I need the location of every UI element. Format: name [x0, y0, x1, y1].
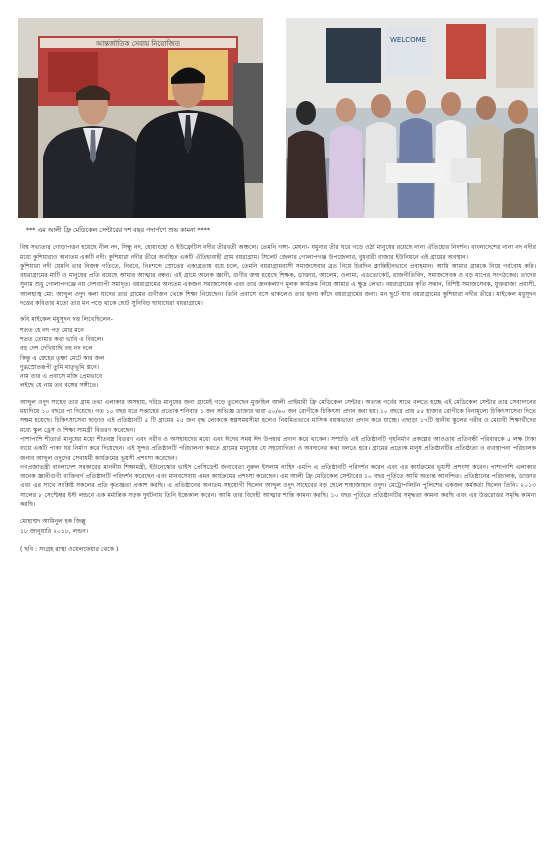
- photo-two-men-in-suits: [18, 18, 263, 218]
- poem-line: নাম তার এ প্রবাসে মজি প্রেমভাবে: [20, 373, 103, 381]
- poem-line: বহু দেশ দেখিয়াছি বহু নদ দলে: [20, 345, 93, 353]
- poem: [20, 326, 536, 391]
- banner-text: আন্তর্জাতিক সেবায় নিয়োজিত: [95, 40, 181, 48]
- date-place: ১৮ জানুয়ারি ২০১৮, লন্ডন।: [20, 527, 89, 535]
- poem-line: শতত হে নদ পড় মোর মনে: [20, 326, 84, 334]
- paragraph-medical-center: আব্দুল ওদুদ সাহেব তার গ্রাম তথা এলাকার অসহায়, দরিদ্র মানুষের জন্য গ্রামেই গড়ে তুলেছেন মুক্তহিল আলী প্রাইমারী ফ্রি মেডিকেল সেন্টার। অত্যন্ত গর্বের সাথে বলতে হচ্ছে এই মেডিকেল সেন্টার তার সেবাদানের মধ্যদিয়ে ১০ বছরে পা দিয়েছে। গত ১০ বছর ধরে সপ্তাহের প্রত্যেক শনিবার ১ জন অভিজ্ঞ ডাক্তার দ্বারা ৫০/৬০ জন রোগীকে চিকিৎসা প্রদান করা হয়। ১০ বছরে প্রায় ৫৫ হাজার রোগীকে বিনামূল্যে চিকিৎসাসেবা দিতে সক্ষম হয়েছে। চিকিৎসাসেবা ছাড়াও এই প্রতিষ্ঠানটি ৫ টি গ্রামের ২৫ জন বৃদ্ধ লোককে স্বল্পসময়সীমা হলেও নিয়মিতভাবে মাসিক বয়স্কভাতা প্রদান করে যাচ্ছে। এছাড়া ১৭টি স্থানীয় স্কুলের গরীব ও মেধাবী শিক্ষার্থীদের মধ্যে স্কুল ড্রেস ও শিক্ষা সামগ্রী বিতরণ করেছেন।: [20, 398, 536, 434]
- photo-row: [18, 18, 538, 218]
- author-name: মোহাম্মদ আমিনুল হক জিল্লু: [20, 518, 86, 526]
- photo-medical-camp-crowd: [286, 18, 538, 218]
- poem-line: শতত তোমার কথা ভাবি এ বিরলে।: [20, 335, 104, 343]
- article-heading: *** এম আলী ফ্রি মেডিকেল সেন্টারের দশ বছর পদার্পণে শুভ কামনা ****: [26, 227, 210, 234]
- poem-line: কিন্তু এ স্নেহের তৃষ্ণা মেটে কার জল: [20, 354, 105, 362]
- poem-intro: কবি মাইকেল মধুসূদন দত্ত লিখেছিলেন-: [20, 316, 113, 324]
- poem-line: লইছে যে নাম তব বঙ্গের সঙ্গীতে।: [20, 382, 99, 390]
- paragraph-intro: বিশ্ব সভ্যতার গোড়াপত্তন হয়েছে নীল নদ, সিন্ধু নদ, হোয়াংহো ও ইউফ্রেটিস নদীর তীরবর্তী অঞ্চলে। তেমনি গঙ্গা- মেঘনা- যমুনার তীর ঘরে গড়ে ওঠা মানুষের রয়েছে নানা ঐতিহ্যের নিদর্শন। বাংলাদেশের নানা নদ নদীর মধ্যে কুশিয়ারাও অন্যতম একটি নদী। কুশিয়ারা নদীর তীরে অবস্থিত একটি ঐতিহ্যবাহী গ্রাম বয়রাগ্রাম। সিলেট জেলার গোলাপগঞ্জ উপজেলার, বুধবারী বাজার ইউনিয়নে এই গ্রামের অবস্থান।: [20, 244, 536, 261]
- paragraph-village: কুশিয়ারা নদী যেমনি তার নিজস্ব গতিতে, নিরবে, নিঃশব্দে স্রোতের একাগ্রতায় বয়ে চলে, তেমনি বয়রাগ্রামবাসী সমাজসেবার ব্রত নিয়ে চিরদিন ক্লান্তিহীনভাবে প্রবাহমান। আমি আমার গ্রামকে নিয়ে গর্ববোধ করি। বয়রাগ্রামের মাটি ও মানুষের প্রতি রয়েছে আমার আত্মার বন্ধন। এই গ্রামে অনেক জ্ঞানী, গুণীর জন্ম হয়েছে শিক্ষক, ডাক্তার, আলেম, ওলামা, এডভোকেট, রাজনীতিবিদ, সমাজসেবক ও বড় মাপের সংগঠকের। তাদের সুনাম শুধু গোলাপগঞ্জে নয় দেশব্যাপী সমাদৃত। বয়রাগ্রামের অন্যতম একজন সমাজসেবক এবং তার জনকল্যাণ মূলক কার্যক্রম নিয়ে আমার এ ক্ষুদ্র লেখা। বয়রাগ্রামের কৃতি সন্তান, বিশিষ্ট সমাজসেবক, যুক্তরাজ্য প্রবাসী, আলহাজ্ব মো: আব্দুল ওদুদ কলা যাদের তার গ্রামের গুণীজন থেকে শিক্ষা নিয়েছেন। তিনি প্রবাসে বসে থাকলেও তার হৃদয় কাঁদে বয়রাগ্রামের জন্য। মন ছুটে যায় বয়রাগ্রামের কুশিয়ারা নদীর তীরে। মাইকেল মধুসূদন দত্তের কবিতার মতো তার মন পড়ে থাকে ছোট সুনিবিড় ছায়াঘেরা বয়রাগ্রামে।: [20, 262, 536, 308]
- poem-line: দুগ্ধস্রোতরূপী তুমি মাতৃভূমি স্তনে।: [20, 363, 100, 371]
- paragraph-activities: পাশাপাশি শীতার্ত মানুষের মধ্যে শীতবস্ত্র বিতরণ এবং গরীব ও অসহায়দের মধ্যে এবং ঈদের সময় ঈদ উপহার প্রদান করে থাকেন। সম্প্রতি এই প্রতিষ্ঠানটি গৃহনির্মাণ প্রকল্পের আওতায় প্রতিবন্ধী পরিবারকে ৫ লক্ষ টাকা ব্যয়ে একটি পাকা ঘর নির্মাণ করে দিয়েছেন। এই সুন্দর প্রতিষ্ঠানটি পরিচালনা করতে গ্রামের মানুষের যে সহযোগিতা ও অবদানের কথা বলতে হবে। গ্রামের প্রত্যেক মানুষ প্রতিষ্ঠানটির প্রতিষ্ঠাতা ও ব্যবস্থাপনা পরিচালক জনাব আব্দুল ওদুদের সেবাধর্মী কার্যক্রমের ভূয়সী প্রশংসা করেছেন।: [20, 435, 536, 462]
- welcome-sign-text: WELCOME: [389, 36, 427, 44]
- paragraph-closing: গণপ্রজাতন্ত্রী বাংলাদেশ সরকারের মাননীয় শিক্ষামন্ত্রী, ইউনেস্কোর ভাইস প্রেসিডেন্ট জনাবেতা নুরুল ইসলাম নাহিদ এমপি এ প্রতিষ্ঠানটি পরিদর্শন করেন এবং এর কার্যক্রমের ভূয়সী প্রশংসা করেন। পাশাপাশি এলাকার অনেক জ্ঞানীগুণী ব্যক্তিবর্গ প্রতিষ্ঠানটি পরিদর্শন করেছেন এবং মানবসেবায় এমন কার্যক্রমের প্রশংসা করেছেন। এম আলী ফ্রি মেডিকেল সেন্টারের ১০ বছর পূর্তিতে আমি অত্যন্ত আনন্দিত। প্রতিষ্ঠানের পরিচালক, ডাক্তার এবং এর সাথে সংশ্লিষ্ট সকলের প্রতি কৃতজ্ঞতা প্রকাশ করছি। এ প্রতিষ্ঠানের অন্যতম সহযোগী ছিলেন আব্দুল ওদুদ সাহেবের বড় ছেলে শাহাজাহান ওদুদ। মেট্রোপলিটন পুলিশের একজন কর্মকর্তা ছিলেন তিনি। ২০১৩ সালের ৮ সেপ্টেম্বর ইস্ট লন্ডনে এক মর্মান্তিক সড়ক দুর্ঘটনায় তিনি ইন্তেকাল করেন। আমি তার বিদেহী আত্মার শান্তি কামনা করছি। ১০ বছর পূর্তিতে প্রতিষ্ঠানটির সমৃদ্ধতা কামনা করছি এবং এর উত্তরোত্তর সমৃদ্ধি কামনা করছি।: [20, 463, 536, 509]
- photo-credit: ( ছবি : সংগ্রহ রাস্থা ওয়েলফেয়ার থেকে ): [20, 545, 119, 553]
- photo-two-men: [18, 18, 263, 218]
- photo-medical-camp: [286, 18, 538, 218]
- article: [20, 226, 536, 554]
